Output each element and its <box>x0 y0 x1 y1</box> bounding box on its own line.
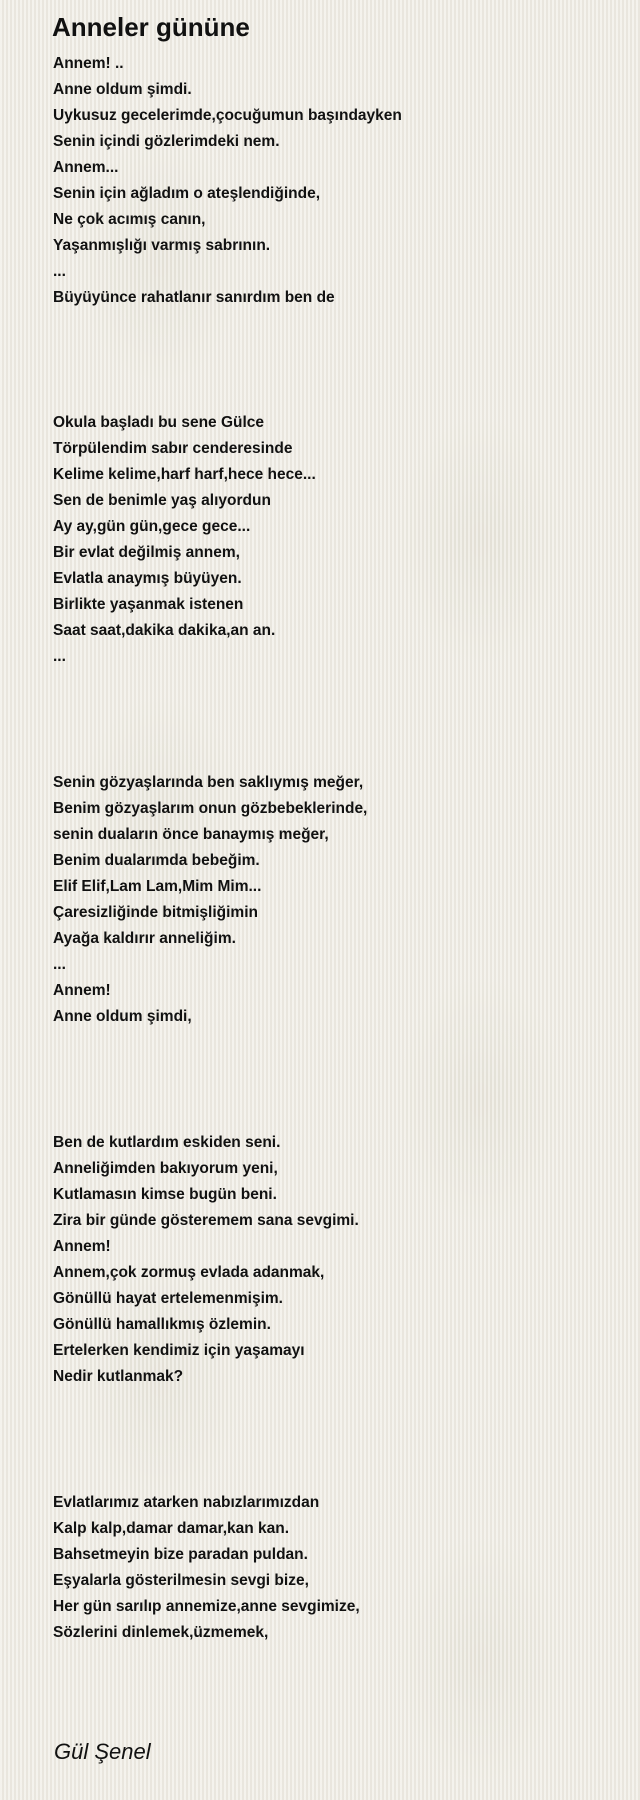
poem-line: Törpülendim sabır cenderesinde <box>53 440 293 457</box>
poem-line: Kutlamasın kimse bugün beni. <box>53 1186 277 1203</box>
poem-line: Senin için ağladım o ateşlendiğinde, <box>53 185 320 202</box>
poem-line: Ayağa kaldırır anneliğim. <box>53 930 236 947</box>
poem-line: ... <box>53 263 66 280</box>
poem-stanza-5 <box>53 1490 360 1646</box>
poem-line: Bahsetmeyin bize paradan puldan. <box>53 1546 308 1563</box>
poem-line: Evlatla anaymış büyüyen. <box>53 570 242 587</box>
poem-line: ... <box>53 648 66 665</box>
poem-line: Sen de benimle yaş alıyordun <box>53 492 271 509</box>
poem-title: Anneler gününe <box>52 12 250 42</box>
poem-line: Anne oldum şimdi. <box>53 81 192 98</box>
poem-line: Annem... <box>53 159 119 176</box>
poem-line: Ertelerken kendimiz için yaşamayı <box>53 1342 305 1359</box>
poem-stanza-3 <box>53 770 367 1030</box>
poem-line: Gönüllü hayat ertelemenmişim. <box>53 1290 283 1307</box>
poem-line: Annem! <box>53 982 111 999</box>
poem-line: Senin gözyaşlarında ben saklıymış meğer, <box>53 774 364 791</box>
poem-author: Gül Şenel <box>54 1739 151 1764</box>
poem-line: Her gün sarılıp annemize,anne sevgimize, <box>53 1598 360 1615</box>
poem-line: Benim dualarımda bebeğim. <box>53 852 260 869</box>
poem-line: Ne çok acımış canın, <box>53 211 206 228</box>
poem-line: Ay ay,gün gün,gece gece... <box>53 518 251 535</box>
poem-line: senin duaların önce banaymış meğer, <box>53 826 329 843</box>
poem-line: Senin içindi gözlerimdeki nem. <box>53 133 280 150</box>
poem-line: Çaresizliğinde bitmişliğimin <box>53 904 258 921</box>
poem-line: Birlikte yaşanmak istenen <box>53 596 244 613</box>
poem-line: Gönüllü hamallıkmış özlemin. <box>53 1316 271 1333</box>
poem-line: Annem! <box>53 1238 111 1255</box>
poem-line: Yaşanmışlığı varmış sabrının. <box>53 237 271 254</box>
poem-stanza-2 <box>53 410 316 670</box>
poem-line: Saat saat,dakika dakika,an an. <box>53 622 276 639</box>
poem-line: Uykusuz gecelerimde,çocuğumun başındayken <box>53 107 402 124</box>
poem-line: Annem,çok zormuş evlada adanmak, <box>53 1264 325 1281</box>
poem-line: Eşyalarla gösterilmesin sevgi bize, <box>53 1572 309 1589</box>
poem-line: Evlatlarımız atarken nabızlarımızdan <box>53 1494 320 1511</box>
poem-line: Ben de kutlardım eskiden seni. <box>53 1134 281 1151</box>
poem-line: Büyüyünce rahatlanır sanırdım ben de <box>53 289 335 306</box>
poem-line: Kelime kelime,harf harf,hece hece... <box>53 466 316 483</box>
poem-line: Kalp kalp,damar damar,kan kan. <box>53 1520 290 1537</box>
poem-line: Benim gözyaşlarım onun gözbebeklerinde, <box>53 800 368 817</box>
poem-line: Annem! .. <box>53 55 124 72</box>
poem-line: Okula başladı bu sene Gülce <box>53 414 265 431</box>
poem-line: Nedir kutlanmak? <box>53 1368 184 1385</box>
poem-line: ... <box>53 956 66 973</box>
poem-stanza-4 <box>53 1130 359 1390</box>
poem-line: Elif Elif,Lam Lam,Mim Mim... <box>53 878 262 895</box>
poem-line: Sözlerini dinlemek,üzmemek, <box>53 1624 269 1641</box>
poem-line: Anne oldum şimdi, <box>53 1008 192 1025</box>
poem-line: Bir evlat değilmiş annem, <box>53 544 240 561</box>
poem-stanza-1 <box>53 51 402 311</box>
poem-line: Anneliğimden bakıyorum yeni, <box>53 1160 278 1177</box>
poem-line: Zira bir günde gösteremem sana sevgimi. <box>53 1212 359 1229</box>
